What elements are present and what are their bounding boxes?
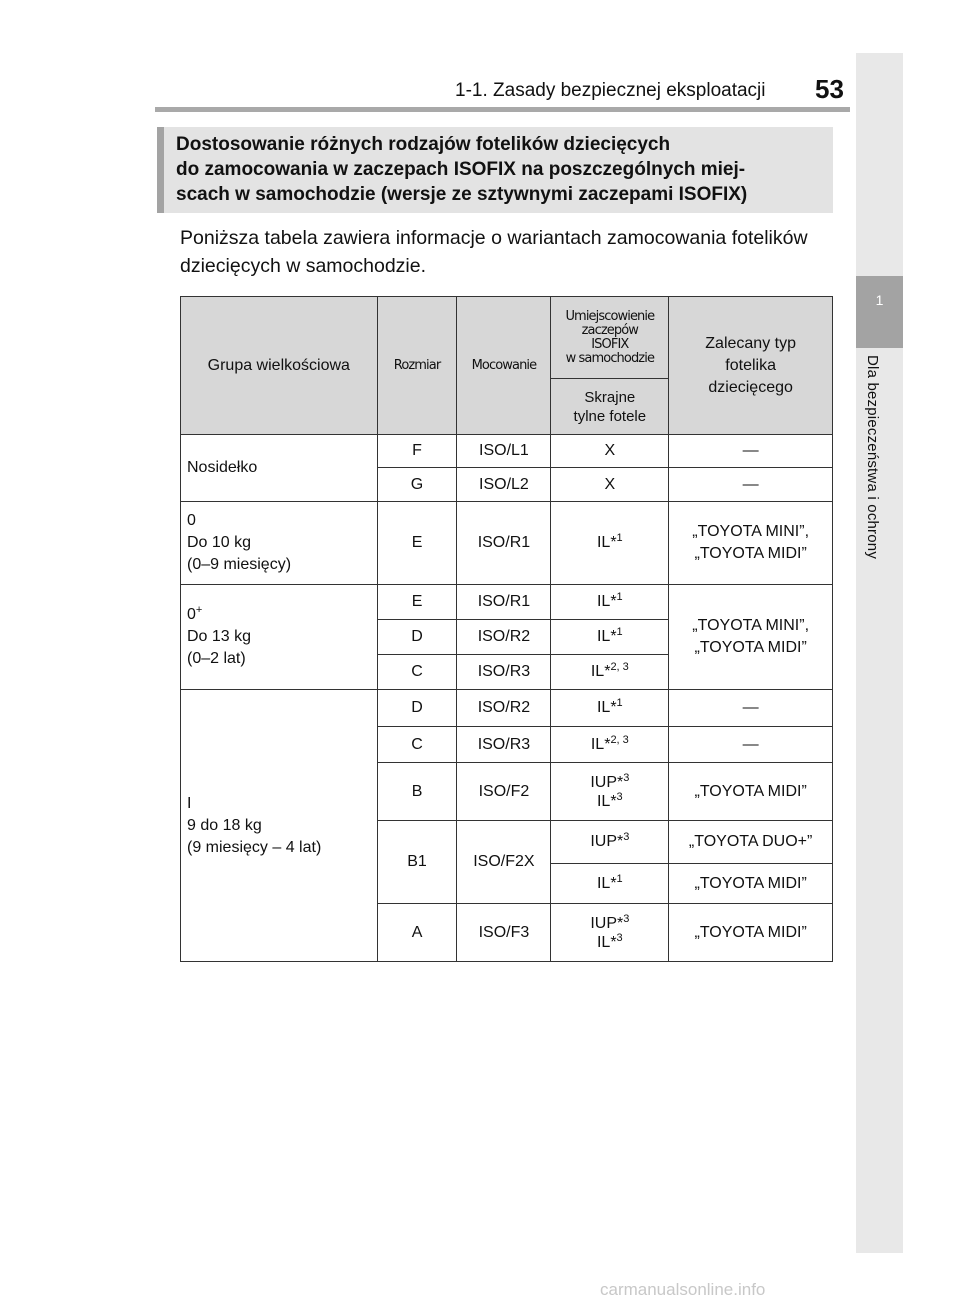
fixture-cell: ISO/R2 xyxy=(457,620,551,655)
fixture-cell: ISO/R1 xyxy=(457,502,551,585)
position-cell: X xyxy=(551,435,669,468)
position-code: IL* xyxy=(596,628,617,645)
footnote-ref: 1 xyxy=(616,591,623,603)
position-cell xyxy=(551,655,669,690)
position-cell: X xyxy=(551,468,669,502)
table-row xyxy=(181,435,833,468)
recommended-line: „TOYOTA MINI”, xyxy=(692,617,810,634)
header-recommended-line: Zalecany typ xyxy=(705,334,796,352)
watermark-text: carmanualsonline.info xyxy=(600,1280,766,1299)
fixture-cell: ISO/F2 xyxy=(457,763,551,821)
group-line: (0–2 lat) xyxy=(187,650,246,667)
footnote-ref: 2, 3 xyxy=(610,733,629,746)
position-code: IL* xyxy=(596,874,617,892)
header-fixture: Mocowanie xyxy=(457,297,551,435)
footnote-ref: 1 xyxy=(616,697,623,709)
header-rule xyxy=(155,107,850,112)
recommended-cell: „TOYOTA MIDI” xyxy=(669,864,833,904)
group-cell xyxy=(181,585,378,690)
header-recommended xyxy=(669,297,833,435)
position-cell xyxy=(551,904,669,962)
header-sub-line: Skrajne xyxy=(584,388,636,406)
position-line xyxy=(555,933,664,952)
size-cell: F xyxy=(377,435,457,468)
recommended-cell: — xyxy=(669,690,833,727)
position-cell xyxy=(551,620,669,655)
recommended-line: „TOYOTA MIDI” xyxy=(694,545,807,562)
recommended-cell xyxy=(669,502,833,585)
footnote-ref: 3 xyxy=(623,912,630,925)
position-code: IUP* xyxy=(590,773,624,791)
fixture-cell: ISO/F3 xyxy=(457,904,551,962)
position-line xyxy=(555,914,664,933)
recommended-cell: — xyxy=(669,435,833,468)
chapter-number: 1 xyxy=(875,292,884,308)
footnote-ref: 3 xyxy=(623,831,630,843)
group-cell xyxy=(181,690,378,962)
header-position-line: w samochodzie xyxy=(565,350,655,366)
position-code: IL* xyxy=(590,663,611,680)
fixture-cell: ISO/L1 xyxy=(457,435,551,468)
position-cell xyxy=(551,690,669,727)
footnote-ref: 1 xyxy=(616,532,623,544)
recommended-cell: „TOYOTA MIDI” xyxy=(669,904,833,962)
intro-line: dziecięcych w samochodzie. xyxy=(180,255,427,277)
header-position-line: ISOFIX xyxy=(591,336,629,352)
recommended-cell: — xyxy=(669,468,833,502)
group-line: I xyxy=(187,794,192,812)
header-position-line: Umiejscowienie xyxy=(565,308,655,324)
fixture-cell: ISO/F2X xyxy=(457,821,551,904)
position-code: IUP* xyxy=(590,914,624,932)
chapter-label: Dla bezpieczeństwa i ochrony xyxy=(864,355,881,560)
table-row xyxy=(181,585,833,620)
group-sup: + xyxy=(195,604,203,616)
footnote-ref: 3 xyxy=(623,771,630,784)
recommended-cell: — xyxy=(669,727,833,763)
page-number: 53 xyxy=(815,74,844,104)
position-code: IL* xyxy=(596,792,617,810)
size-cell: E xyxy=(377,585,457,620)
recommended-line: „TOYOTA MINI”, xyxy=(692,523,810,540)
intro-line: Poniższa tabela zawiera informacje o wariantach zamocowania fotelików xyxy=(180,227,808,249)
group-base: 0 xyxy=(187,606,196,623)
size-cell: D xyxy=(377,620,457,655)
footnote-ref: 3 xyxy=(616,931,623,944)
group-cell: Nosidełko xyxy=(181,435,378,502)
table-row xyxy=(181,690,833,727)
table-row xyxy=(181,502,833,585)
header-size: Rozmiar xyxy=(377,297,457,435)
position-cell xyxy=(551,864,669,904)
group-line xyxy=(187,604,373,626)
intro-paragraph xyxy=(180,224,835,280)
heading-line: do zamocowania w zaczepach ISOFIX na poszczególnych miej- xyxy=(176,159,746,180)
chapter-tab xyxy=(856,276,903,348)
position-code: IL* xyxy=(596,699,617,716)
size-cell: C xyxy=(377,655,457,690)
position-cell xyxy=(551,763,669,821)
header-position-line: zaczepów xyxy=(581,322,639,338)
footnote-ref: 1 xyxy=(616,872,623,885)
header-recommended-line: fotelika xyxy=(725,356,776,374)
size-cell: A xyxy=(377,904,457,962)
recommended-cell xyxy=(669,585,833,690)
group-line: 0 xyxy=(187,512,196,529)
section-heading-box xyxy=(157,127,833,213)
position-code: IL* xyxy=(596,534,617,551)
footnote-ref: 3 xyxy=(616,790,623,803)
header-recommended-line: dziecięcego xyxy=(708,378,793,396)
size-cell: E xyxy=(377,502,457,585)
isofix-compatibility-table xyxy=(180,296,833,962)
position-code: IL* xyxy=(590,735,611,753)
group-cell xyxy=(181,502,378,585)
footnote-ref: 2, 3 xyxy=(610,661,629,673)
position-code: IL* xyxy=(596,933,617,951)
header-position-sub xyxy=(551,379,669,435)
header-sub-line: tylne fotele xyxy=(573,407,647,425)
position-line xyxy=(555,792,664,811)
position-line xyxy=(555,773,664,792)
position-cell xyxy=(551,502,669,585)
recommended-cell: „TOYOTA DUO+” xyxy=(669,821,833,864)
fixture-cell: ISO/R3 xyxy=(457,655,551,690)
group-line: (9 miesięcy – 4 lat) xyxy=(187,838,322,856)
heading-line: scach w samochodzie (wersje ze sztywnymi zaczepami ISOFIX) xyxy=(176,184,748,205)
section-title: 1-1. Zasady bezpiecznej eksploatacji xyxy=(455,80,766,101)
size-cell: G xyxy=(377,468,457,502)
size-cell: B1 xyxy=(377,821,457,904)
size-cell: D xyxy=(377,690,457,727)
side-strip xyxy=(856,53,903,1253)
recommended-cell: „TOYOTA MIDI” xyxy=(669,763,833,821)
fixture-cell: ISO/R1 xyxy=(457,585,551,620)
heading-line: Dostosowanie różnych rodzajów fotelików dziecięcych xyxy=(176,134,671,155)
position-cell xyxy=(551,727,669,763)
recommended-line: „TOYOTA MIDI” xyxy=(694,639,807,656)
size-cell: B xyxy=(377,763,457,821)
position-code: IL* xyxy=(596,593,617,610)
header-position xyxy=(551,297,669,379)
group-line: Do 13 kg xyxy=(187,628,252,645)
position-cell xyxy=(551,585,669,620)
position-cell xyxy=(551,821,669,864)
group-line: Do 10 kg xyxy=(187,534,252,551)
footnote-ref: 1 xyxy=(616,626,623,638)
group-line: (0–9 miesięcy) xyxy=(187,556,292,573)
group-line: 9 do 18 kg xyxy=(187,816,262,834)
fixture-cell: ISO/L2 xyxy=(457,468,551,502)
header-group: Grupa wielkościowa xyxy=(181,297,378,435)
position-code: IUP* xyxy=(590,833,624,850)
fixture-cell: ISO/R2 xyxy=(457,690,551,727)
size-cell: C xyxy=(377,727,457,763)
fixture-cell: ISO/R3 xyxy=(457,727,551,763)
